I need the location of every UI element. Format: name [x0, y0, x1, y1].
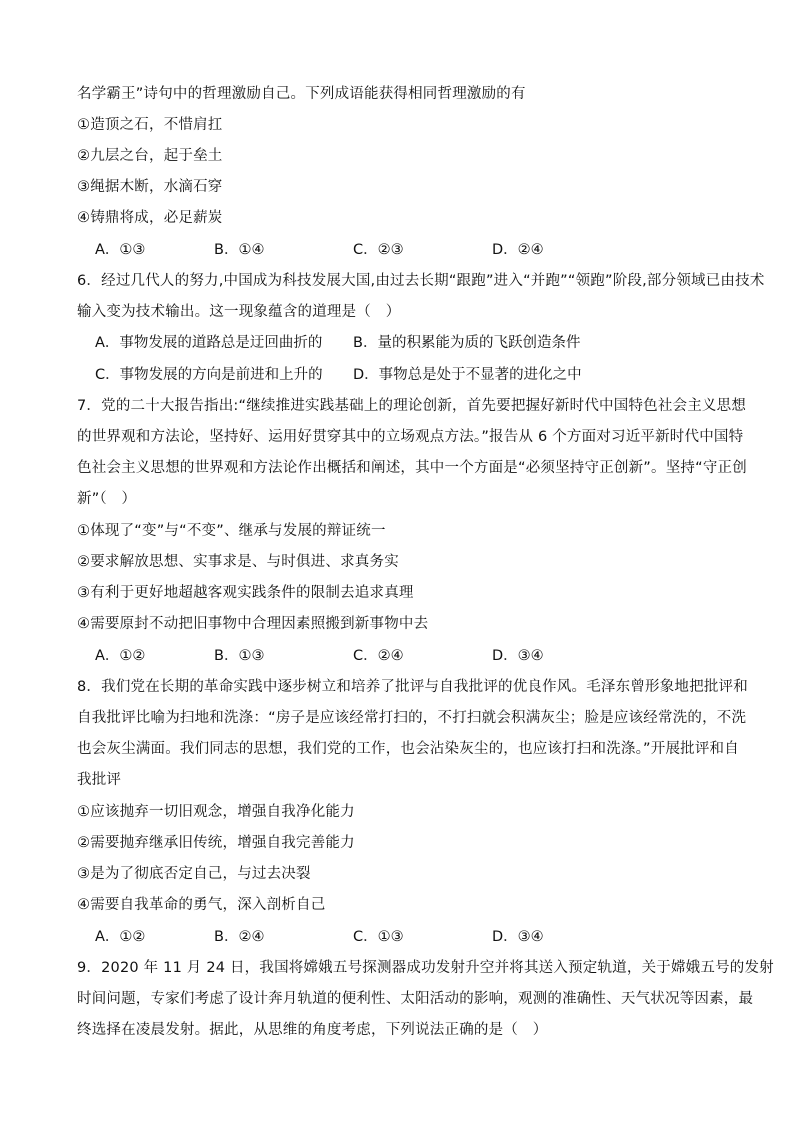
q7-stem-line-3: 色社会主义思想的世界观和方法论作出概括和阐述，其中一个方面是“必须坚持守正创新”。坚持“守正创 — [77, 460, 747, 476]
q8-stem-line-4: 我批评 — [77, 772, 122, 788]
q6-option-a[interactable]: A．事物发展的道路总是迂回曲折的 — [95, 335, 323, 351]
q5-item-2: ②九层之台，起于垒土 — [77, 148, 223, 164]
q8-item-2: ②需要抛弃继承旧传统，增强自我完善能力 — [77, 835, 355, 851]
q8-option-b[interactable]: B．②④ — [214, 929, 265, 945]
q9-stem-line-2: 时间问题，专家们考虑了设计奔月轨道的便利性、太阳活动的影响，观测的准确性、天气状况等因素，最 — [77, 991, 754, 1007]
q8-option-a[interactable]: A．①② — [95, 929, 146, 945]
q9-stem-line-1: 9．2020 年 11 月 24 日，我国将嫦娥五号探测器成功发射升空并将其送入预定轨道，关于嫦娥五号的发射 — [77, 960, 774, 976]
q7-item-3: ③有利于更好地超越客观实践条件的限制去追求真理 — [77, 585, 414, 601]
q6-stem-line-2: 输入变为技术输出。这一现象蕴含的道理是（ ） — [77, 304, 401, 320]
q8-item-4: ④需要自我革命的勇气，深入剖析自己 — [77, 897, 326, 913]
q5-option-d[interactable]: D．②④ — [492, 242, 544, 258]
q8-option-d[interactable]: D．③④ — [492, 929, 544, 945]
q9-stem-line-3: 终选择在凌晨发射。据此，从思维的角度考虑，下列说法正确的是（ ） — [77, 1022, 548, 1038]
q7-option-b[interactable]: B．①③ — [214, 648, 265, 664]
q7-option-d[interactable]: D．③④ — [492, 648, 544, 664]
q7-option-a[interactable]: A．①② — [95, 648, 146, 664]
q8-item-1: ①应该抛弃一切旧观念，增强自我净化能力 — [77, 804, 355, 820]
q8-stem-line-2: 自我批评比喻为扫地和洗涤：“房子是应该经常打扫的，不打扫就会积满灰尘；脸是应该经常洗的，不洗 — [77, 710, 747, 726]
q6-option-b[interactable]: B．量的积累能为质的飞跃创造条件 — [353, 335, 581, 351]
q5-option-b[interactable]: B．①④ — [214, 242, 265, 258]
q6-stem-line-1: 6．经过几代人的努力,中国成为科技发展大国,由过去长期“跟跑”进入“并跑”“领跑”阶段,部分领域已由技术 — [77, 273, 765, 289]
q5-stem: 名学霸王”诗句中的哲理激励自己。下列成语能获得相同哲理激励的有 — [77, 86, 526, 102]
q7-item-4: ④需要原封不动把旧事物中合理因素照搬到新事物中去 — [77, 616, 429, 632]
q5-item-3: ③绳据木断，水滴石穿 — [77, 179, 223, 195]
q6-option-d[interactable]: D．事物总是处于不显著的进化之中 — [353, 367, 582, 383]
q8-item-3: ③是为了彻底否定自己，与过去决裂 — [77, 866, 311, 882]
q6-option-c[interactable]: C．事物发展的方向是前进和上升的 — [95, 367, 323, 383]
q7-option-c[interactable]: C．②④ — [353, 648, 404, 664]
q7-stem-line-2: 的世界观和方法论，坚持好、运用好贯穿其中的立场观点方法。”报告从 6 个方面对习近平新时代中国特 — [77, 429, 744, 445]
q7-stem-line-1: 7．党的二十大报告指出:“继续推进实践基础上的理论创新，首先要把握好新时代中国特色社会主义思想 — [77, 398, 747, 414]
q5-option-a[interactable]: A．①③ — [95, 242, 146, 258]
q7-item-2: ②要求解放思想、实事求是、与时俱进、求真务实 — [77, 554, 399, 570]
q8-option-c[interactable]: C．①③ — [353, 929, 404, 945]
q5-item-4: ④铸鼎将成，必足薪炭 — [77, 210, 223, 226]
q7-stem-line-4: 新”（ ） — [77, 491, 137, 507]
q7-item-1: ①体现了“变”与“不变”、继承与发展的辩证统一 — [77, 523, 386, 539]
q8-stem-line-1: 8．我们党在长期的革命实践中逐步树立和培养了批评与自我批评的优良作风。毛泽东曾形象地把批评和 — [77, 679, 748, 695]
q8-stem-line-3: 也会灰尘满面。我们同志的思想，我们党的工作，也会沾染灰尘的，也应该打扫和洗涤。”开展批评和自 — [77, 741, 739, 757]
q5-item-1: ①造顶之石，不惜肩扛 — [77, 117, 223, 133]
q5-option-c[interactable]: C．②③ — [353, 242, 404, 258]
